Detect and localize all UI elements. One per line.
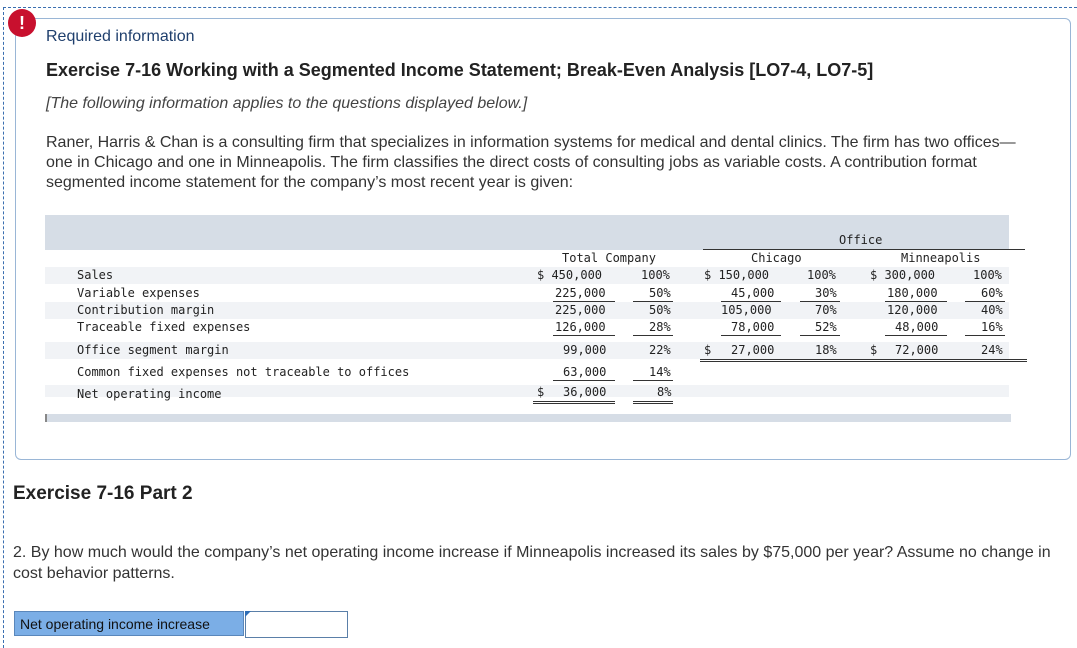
cell-chi-pct-traceable: 52%	[815, 320, 837, 334]
double-rule	[633, 401, 673, 404]
row-label-contribution: Contribution margin	[77, 303, 215, 317]
cell-chi-contribution: 105,000	[721, 303, 772, 317]
input-corner-flag-icon	[245, 611, 251, 617]
cell-total-noi: 36,000	[563, 385, 607, 399]
segmented-income-statement	[45, 215, 1009, 405]
cell-min-segment-margin: 72,000	[895, 343, 939, 357]
cell-total-contribution: 225,000	[555, 303, 606, 317]
required-information-label: Required information	[46, 28, 195, 45]
cell-chi-pct-variable: 30%	[815, 286, 837, 300]
row-band	[45, 267, 1009, 284]
cell-min-pct-traceable: 16%	[981, 320, 1003, 334]
rule	[721, 335, 781, 336]
page-left-border	[3, 7, 4, 648]
following-note: [The following information applies to the questions displayed below.]	[46, 95, 528, 112]
cell-total-sales: $ 450,000	[537, 268, 603, 282]
cell-total-pct-sales: 100%	[641, 268, 670, 282]
cell-total-segment-margin: 99,000	[563, 343, 607, 357]
cell-min-sales: $ 300,000	[870, 268, 936, 282]
question-text: 2. By how much would the company’s net operating income increase if Minneapolis increased its sales by $75,000 per year? Assume no change in cost behavior patterns.	[13, 544, 1051, 582]
cell-min-pct-sales: 100%	[973, 268, 1002, 282]
rule	[553, 301, 615, 302]
cell-total-pct-common-fixed: 14%	[649, 365, 671, 379]
page-top-border	[3, 7, 1077, 8]
cell-total-pct-contribution: 50%	[649, 303, 671, 317]
col-header-total: Total Company	[562, 251, 656, 265]
row-label-traceable: Traceable fixed expenses	[77, 320, 251, 334]
double-rule	[700, 359, 1027, 362]
alert-icon: !	[8, 9, 36, 37]
rule	[553, 335, 615, 336]
cell-chi-segment-margin: 27,000	[731, 343, 775, 357]
cell-chi-variable: 45,000	[731, 286, 775, 300]
rule	[965, 335, 1005, 336]
part-title: Exercise 7-16 Part 2	[13, 483, 193, 504]
cell-total-common-fixed: 63,000	[563, 365, 607, 379]
row-label-sales: Sales	[77, 268, 114, 282]
cell-min-pct-contribution: 40%	[981, 303, 1003, 317]
net-operating-income-increase-input[interactable]	[245, 611, 348, 638]
col-header-chicago: Chicago	[751, 251, 802, 265]
double-rule	[533, 401, 615, 404]
row-label-common-fixed: Common fixed expenses not traceable to offices	[77, 365, 410, 379]
rule	[800, 335, 840, 336]
rule	[633, 380, 673, 381]
cell-min-pct-segment-margin: 24%	[981, 343, 1003, 357]
col-header-minneapolis: Minneapolis	[901, 251, 981, 265]
rule	[633, 301, 673, 302]
rule	[885, 335, 947, 336]
office-header: Office	[839, 233, 883, 247]
rule	[965, 301, 1005, 302]
row-label-segment-margin: Office segment margin	[77, 343, 229, 357]
cell-chi-pct-sales: 100%	[807, 268, 836, 282]
cell-min-traceable: 48,000	[895, 320, 939, 334]
cell-total-pct-segment-margin: 22%	[649, 343, 671, 357]
cell-total-pct-noi: 8%	[657, 385, 672, 399]
rule	[633, 335, 673, 336]
intro-paragraph: Raner, Harris & Chan is a consulting firm that specializes in information systems for medical and dental clinics. The firm has two offices—one in Chicago and one in Minneapolis. The firm classifies the direct costs of consulting jobs as variable costs. A contribution format segmented income statement for the company’s most recent year is given:	[46, 134, 1016, 191]
cell-total-pct-traceable: 28%	[649, 320, 671, 334]
row-label-net-operating-income: Net operating income	[77, 387, 222, 401]
cell-chi-sales: $ 150,000	[704, 268, 770, 282]
table-bottom-band	[45, 414, 1011, 422]
cell-chi-pct-contribution: 70%	[815, 303, 837, 317]
cell-chi-pct-segment-margin: 18%	[815, 343, 837, 357]
office-header-rule	[703, 249, 1025, 250]
rule	[885, 301, 947, 302]
cell-min-variable: 180,000	[887, 286, 938, 300]
cell-min-contribution: 120,000	[887, 303, 938, 317]
exercise-title: Exercise 7-16 Working with a Segmented Income Statement; Break-Even Analysis [LO7-4, LO7-5]	[46, 60, 874, 80]
cell-total-variable: 225,000	[555, 286, 606, 300]
rule	[553, 380, 615, 381]
cell-chi-dollar-segment-margin: $	[704, 343, 712, 357]
cell-min-dollar-segment-margin: $	[870, 343, 878, 357]
cell-chi-traceable: 78,000	[731, 320, 775, 334]
cell-min-pct-variable: 60%	[981, 286, 1003, 300]
answer-label: Net operating income increase	[14, 611, 244, 636]
cell-total-pct-variable: 50%	[649, 286, 671, 300]
row-label-variable: Variable expenses	[77, 286, 200, 300]
rule	[800, 301, 840, 302]
rule	[721, 301, 781, 302]
cell-total-traceable: 126,000	[555, 320, 606, 334]
cell-total-dollar-noi: $	[537, 385, 545, 399]
